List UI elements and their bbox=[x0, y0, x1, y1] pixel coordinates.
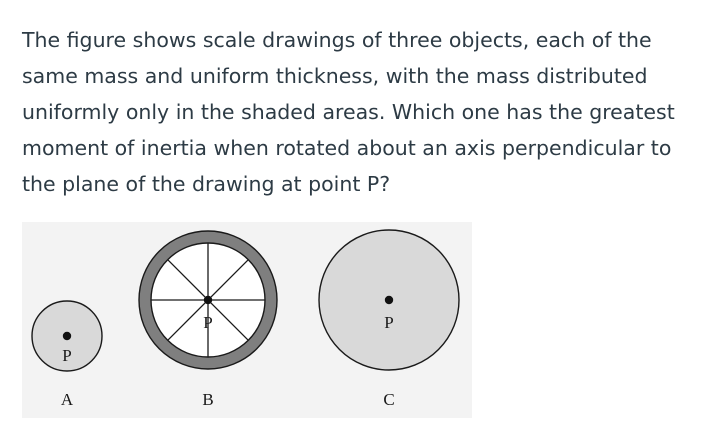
figure-panel bbox=[22, 222, 472, 418]
figure-svg bbox=[22, 222, 472, 418]
object-a-label: A bbox=[60, 390, 74, 409]
object-c-point-label: P bbox=[384, 313, 394, 332]
question-text: The figure shows scale drawings of three objects, each of the same mass and uniform thickness, with the mass distributed uniformly only in the shaded areas. Which one has the greatest moment of inertia when rotated about an axis perpendicular to the plane of the drawing at point P? bbox=[22, 28, 675, 196]
object-b-point-label: P bbox=[203, 313, 213, 332]
object-a-point-label: P bbox=[62, 346, 72, 365]
object-c-pivot-dot bbox=[385, 296, 393, 304]
object-c-label: C bbox=[383, 390, 395, 409]
object-b-pivot-dot bbox=[204, 296, 212, 304]
object-b-label: B bbox=[202, 390, 214, 409]
object-a-pivot-dot bbox=[63, 332, 71, 340]
